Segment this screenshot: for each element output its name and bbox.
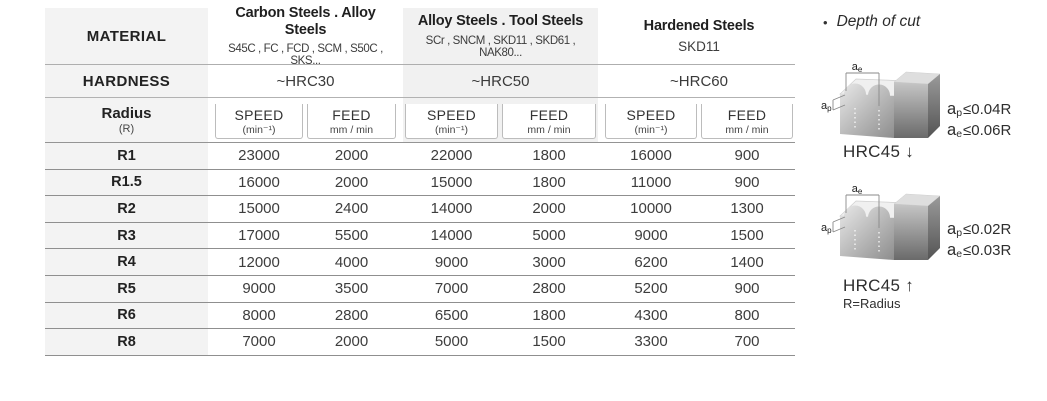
table-row-r8	[45, 329, 795, 356]
table-row-r6	[45, 303, 795, 330]
value-cell: 700	[734, 333, 760, 351]
value-cell: 5000	[434, 333, 469, 351]
depth-conditions-1	[947, 99, 1047, 141]
feed-unit: mm / min	[527, 123, 571, 136]
value-cell: 1500	[532, 333, 566, 351]
block-side-face	[928, 196, 940, 260]
block-side-face	[928, 74, 940, 138]
speed-feed-table	[45, 4, 795, 356]
radius-cell: R8	[117, 333, 136, 350]
value-cell: 5000	[532, 227, 566, 245]
feed-label: FEED	[529, 106, 569, 123]
depth-conditions-2	[947, 219, 1047, 261]
speed-label: SPEED	[626, 106, 676, 123]
speed-label: SPEED	[234, 106, 284, 123]
speed-unit: (min⁻¹)	[435, 123, 468, 136]
radius-cell: R1.5	[111, 174, 142, 191]
ap-condition: a p ≤0.04R	[947, 100, 1012, 119]
value-cell: 4000	[334, 253, 369, 271]
value-cell: 16000	[630, 147, 672, 165]
value-cell: 900	[734, 280, 760, 298]
material-group-carbon	[213, 4, 398, 68]
value-cell: 900	[734, 173, 760, 191]
speed-unit: (min⁻¹)	[242, 123, 276, 136]
value-cell: 23000	[238, 147, 280, 165]
hrc45-down-label: HRC45 ↓	[843, 142, 915, 161]
block-front-face	[894, 204, 928, 260]
feed-unit: mm / min	[329, 123, 374, 136]
value-cell: 1800	[532, 173, 566, 191]
ae-dimension-label: ae	[851, 183, 863, 196]
material-group-alloy	[403, 8, 598, 64]
hrc45-up-label: HRC45 ↑	[843, 276, 915, 295]
radius-label: Radius	[101, 105, 152, 122]
value-cell: 14000	[430, 200, 473, 218]
value-cell: 3000	[532, 253, 566, 271]
value-cell: 1800	[532, 147, 566, 165]
radius-cell: R2	[117, 200, 136, 217]
depth-of-cut-title: Depth of cut	[836, 13, 921, 30]
value-cell: 5200	[634, 280, 668, 298]
value-cell: 22000	[430, 147, 473, 165]
radius-cell: R3	[117, 227, 136, 244]
hardness-alloy: ~HRC50	[471, 72, 530, 90]
value-cell: 10000	[630, 200, 672, 218]
value-cell: 16000	[238, 173, 280, 191]
feed-header-hardened	[699, 98, 795, 142]
value-cell: 2800	[532, 280, 566, 298]
table-row-r2	[45, 196, 795, 223]
depth-diagram-2	[820, 182, 947, 266]
speed-header-hardened	[603, 98, 699, 142]
radius-cell: R6	[117, 307, 136, 324]
radius-cell: R1	[117, 147, 136, 164]
value-cell: 3300	[634, 333, 668, 351]
value-cell: 5500	[334, 227, 369, 245]
value-cell: 2000	[334, 173, 369, 191]
value-cell: 6500	[434, 306, 469, 324]
group-subtitle: SKD11	[678, 39, 720, 55]
value-cell: 4300	[634, 306, 668, 324]
hardness-label: HARDNESS	[82, 72, 171, 90]
speed-feed-header-row	[45, 98, 795, 143]
value-cell: 14000	[430, 227, 473, 245]
ae-condition: a e ≤0.03R	[947, 241, 1012, 260]
value-cell: 9000	[434, 253, 469, 271]
hardness-row	[45, 65, 795, 98]
hardness-hardened: ~HRC60	[670, 72, 728, 90]
value-cell: 1500	[730, 227, 764, 245]
speed-header-carbon	[213, 98, 305, 142]
ap-condition: a p ≤0.02R	[947, 220, 1012, 239]
table-row-r1-5	[45, 170, 795, 197]
speed-unit: (min⁻¹)	[634, 123, 668, 136]
feed-header-carbon	[305, 98, 398, 142]
radius-cell: R4	[117, 254, 136, 271]
value-cell: 1300	[730, 200, 764, 218]
value-cell: 7000	[242, 333, 276, 351]
depth-of-cut-heading	[823, 13, 920, 31]
value-cell: 2000	[334, 333, 369, 351]
material-header-row	[45, 4, 795, 68]
group-title: Carbon Steels . Alloy Steels	[235, 4, 376, 38]
value-cell: 2800	[334, 306, 369, 324]
table-row-r1	[45, 143, 795, 170]
feed-header-alloy	[500, 98, 598, 142]
value-cell: 1400	[730, 253, 764, 271]
speed-label: SPEED	[427, 106, 476, 123]
value-cell: 900	[734, 147, 760, 165]
group-title: Hardened Steels	[643, 17, 755, 34]
hardness-carbon: ~HRC30	[276, 72, 335, 90]
feed-label: FEED	[727, 106, 767, 123]
r-equals-radius-note: R=Radius	[843, 296, 901, 311]
value-cell: 11000	[630, 173, 672, 191]
value-cell: 12000	[238, 253, 280, 271]
value-cell: 800	[734, 306, 760, 324]
radius-cell: R5	[117, 280, 136, 297]
group-subtitle: SCr , SNCM , SKD11 , SKD61 , NAK80...	[425, 34, 576, 59]
material-label: MATERIAL	[86, 27, 167, 45]
depth-diagram-1	[820, 60, 947, 144]
value-cell: 3500	[334, 280, 369, 298]
ap-dimension-label: ap	[821, 100, 832, 113]
table-row-r5	[45, 276, 795, 303]
table-row-r3	[45, 223, 795, 250]
value-cell: 8000	[242, 306, 276, 324]
value-cell: 2000	[532, 200, 566, 218]
value-cell: 9000	[242, 280, 276, 298]
bullet-icon: •	[823, 14, 828, 30]
table-row-r4	[45, 249, 795, 276]
ae-dimension-label: ae	[851, 61, 863, 74]
ae-condition: a e ≤0.06R	[947, 121, 1012, 140]
block-front-face	[894, 82, 928, 138]
feed-label: FEED	[332, 106, 371, 123]
value-cell: 6200	[634, 253, 668, 271]
radius-sublabel: (R)	[118, 123, 135, 135]
value-cell: 2400	[334, 200, 369, 218]
value-cell: 17000	[238, 227, 280, 245]
material-group-hardened	[603, 8, 795, 64]
speed-header-alloy	[403, 98, 500, 142]
value-cell: 9000	[634, 227, 668, 245]
value-cell: 7000	[434, 280, 469, 298]
value-cell: 2000	[334, 147, 369, 165]
group-title: Alloy Steels . Tool Steels	[417, 13, 584, 30]
feed-unit: mm / min	[725, 123, 769, 136]
value-cell: 15000	[430, 173, 473, 191]
group-subtitle: S45C , FC , FCD , SCM , S50C , SKS...	[228, 43, 383, 68]
radius-header	[45, 98, 208, 142]
value-cell: 1800	[532, 306, 566, 324]
value-cell: 15000	[238, 200, 280, 218]
ap-dimension-label: ap	[821, 222, 832, 235]
